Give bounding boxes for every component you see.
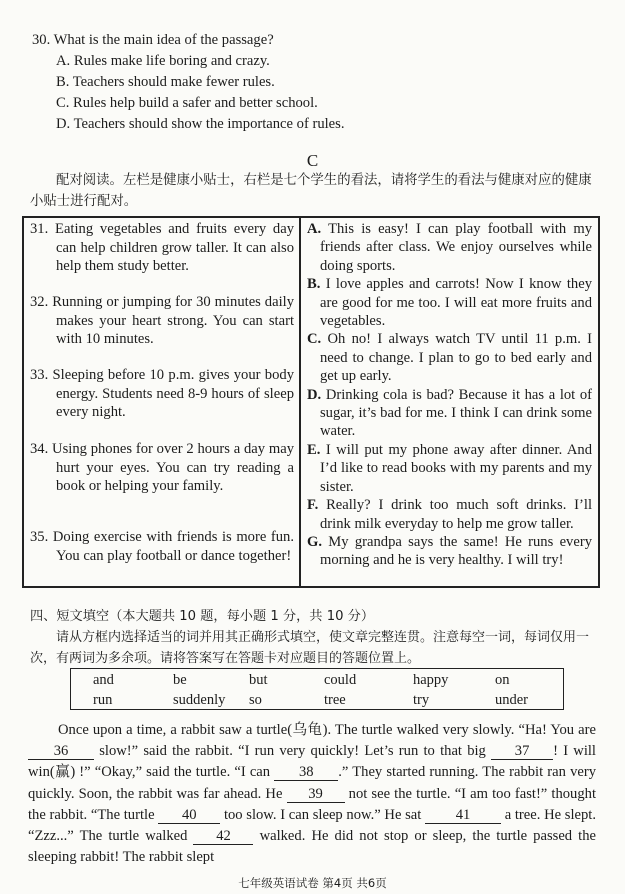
opinion-letter: F. — [307, 497, 319, 514]
word: try — [413, 692, 430, 708]
word: run — [93, 692, 113, 708]
word: but — [249, 672, 268, 688]
section-4-instruction: 请从方框内选择适当的词并用其正确形式填空，使文章完整连贯。注意每空一词，每词仅用一次，有两词为多余项。请将答案写在答题卡对应题目的答题位置上。 — [30, 630, 590, 666]
tip-31: 31. Eating vegetables and fruits every day can help children grow taller. It can also help them study better. — [30, 221, 294, 275]
word: under — [495, 692, 529, 708]
word: be — [173, 672, 187, 688]
opinion-text: Drinking cola is bad? Because it has a lot of sugar, it’s bad for me. I think I can drink some water. — [320, 386, 593, 440]
passage-text: not see the turtle. “I am too fast!” thought the rabbit. “The turtle — [28, 785, 596, 823]
opinion-letter: B. — [307, 276, 321, 293]
page-footer: 七年级英语试卷 第4页 共6页 — [238, 876, 387, 890]
passage-text: ! I will win(赢) !” “Okay,” said the turtle. “I can — [28, 743, 596, 781]
word: could — [324, 672, 357, 688]
blank-37: 37 — [491, 744, 553, 760]
opinion-text: I will put my phone away after dinner. And I’d like to read books with my parents and my sister. — [320, 441, 593, 495]
blank-42: 42 — [193, 829, 253, 845]
opinion-a — [307, 220, 592, 275]
opinion-letter: A. — [307, 221, 322, 237]
matching-table — [22, 216, 600, 588]
passage-paragraph — [28, 720, 596, 868]
question-30-stem: 30. What is the main idea of the passage? — [32, 32, 274, 48]
blank-40: 40 — [158, 808, 220, 824]
opinion-e — [307, 441, 592, 496]
tip-33: 33. Sleeping before 10 p.m. gives your body energy. Students need 8-9 hours of sleep every night. — [30, 367, 294, 421]
word: and — [93, 672, 114, 688]
option-a: A. Rules make life boring and crazy. — [56, 53, 270, 69]
opinion-letter: D. — [307, 386, 322, 403]
word: happy — [413, 672, 449, 688]
opinion-d — [307, 386, 592, 441]
opinion-text: This is easy! I can play football with my friends after class. We enjoy ourselves while doing sports. — [320, 221, 592, 274]
opinion-letter: E. — [307, 441, 321, 458]
blank-41: 41 — [425, 808, 501, 824]
word-box — [70, 668, 564, 710]
cloze-passage — [28, 720, 596, 868]
word: suddenly — [173, 692, 226, 708]
opinion-text: My grandpa says the same! He runs every morning and he is very healthy. I will try! — [320, 533, 592, 569]
opinion-letter: C. — [307, 331, 322, 348]
option-c: C. Rules help build a safer and better school. — [56, 95, 318, 111]
section-4-heading: 四、短文填空（本大题共 10 题，每小题 1 分，共 10 分） — [30, 609, 375, 624]
opinion-b — [307, 275, 592, 330]
opinion-text: Really? I drink too much soft drinks. I’ll drink milk everyday to help me grow taller. — [320, 497, 592, 532]
blank-36: 36 — [28, 744, 94, 760]
opinion-text: I love apples and carrots! Now I know they are good for me too. I will eat more fruits and vegetables. — [320, 276, 592, 330]
word: so — [249, 692, 262, 708]
opinion-letter: G. — [307, 533, 322, 550]
blank-38: 38 — [274, 765, 338, 781]
opinions-column — [301, 218, 598, 586]
blank-39: 39 — [287, 787, 345, 803]
passage-text: Once upon a time, a rabbit saw a turtle(乌龟). The turtle walked very slowly. “Ha! You are — [58, 722, 596, 738]
passage-text: walked. He did not stop or sleep, the turtle passed the sleeping rabbit! The rabbit slept — [28, 828, 597, 866]
tips-column — [24, 218, 301, 586]
word: on — [495, 672, 510, 688]
word: tree — [324, 692, 346, 708]
tip-34: 34. Using phones for over 2 hours a day may hurt your eyes. You can try reading a book or helping your family. — [30, 441, 294, 495]
option-b: B. Teachers should make fewer rules. — [56, 74, 275, 90]
passage-text: .” They started running. The rabbit ran very quickly. Soon, the rabbit was far ahead. He — [28, 764, 596, 802]
option-d: D. Teachers should show the importance of rules. — [56, 116, 345, 132]
question-30 — [32, 30, 592, 135]
opinion-c — [307, 330, 592, 385]
tip-32: 32. Running or jumping for 30 minutes daily makes your heart strong. You can start with 10 minutes. — [30, 294, 294, 348]
opinion-text: Oh no! I always watch TV until 11 p.m. I need to change. I plan to go to bed early and get up early. — [320, 331, 592, 385]
section-c-title: C — [306, 151, 319, 170]
opinion-g — [307, 533, 592, 570]
opinion-f — [307, 496, 592, 533]
passage-text: slow!” said the rabbit. “I run very quickly! Let’s run to that big — [94, 743, 492, 760]
passage-text: a tree. He slept. “Zzz...” The turtle walked — [28, 806, 596, 845]
passage-text: too slow. I can sleep now.” He sat — [220, 806, 426, 823]
section-c-intro: 配对阅读。左栏是健康小贴士，右栏是七个学生的看法，请将学生的看法与健康对应的健康小贴士进行配对。 — [30, 173, 592, 209]
tip-35: 35. Doing exercise with friends is more fun. You can play football or dance together! — [30, 529, 294, 564]
